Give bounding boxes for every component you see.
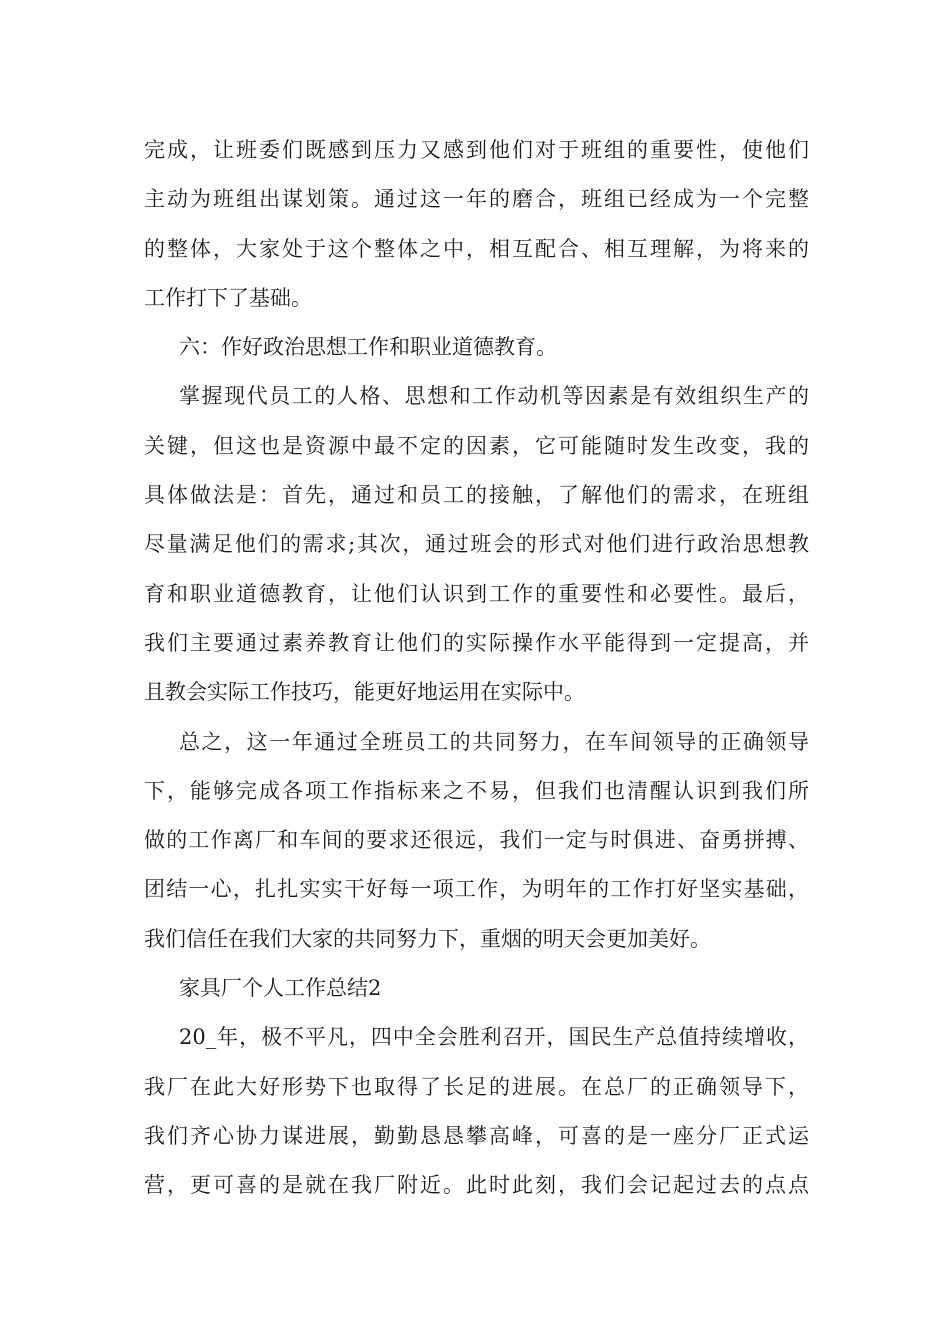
text-line: 掌握现代员工的人格、思想和工作动机等因素是有效组织生产的 <box>179 384 809 409</box>
text-line: 做的工作离厂和车间的要求还很远，我们一定与时俱进、奋勇拼搏、 <box>144 828 809 853</box>
text-line: 尽量满足他们的需求;其次，通过班会的形式对他们进行政治思想教 <box>144 532 809 557</box>
text-line: 具体做法是：首先，通过和员工的接触，了解他们的需求，在班组 <box>144 483 809 508</box>
document-body <box>144 126 809 1211</box>
text-line: 完成，让班委们既感到压力又感到他们对于班组的重要性，使他们 <box>144 138 809 162</box>
text-line: 下，能够完成各项工作指标来之不易，但我们也清醒认识到我们所 <box>144 778 809 803</box>
text-line: 20_年，极不平凡，四中全会胜利召开，国民生产总值持续增收， <box>179 1025 809 1050</box>
text-line: 的整体，大家处于这个整体之中，相互配合、相互理解，为将来的 <box>144 236 809 261</box>
section-heading: 六：作好政治思想工作和职业道德教育。 <box>179 335 557 360</box>
text-line: 团结一心，扎扎实实干好每一项工作，为明年的工作打好坚实基础， <box>144 877 809 902</box>
section-title: 家具厂个人工作总结2 <box>179 976 382 1001</box>
text-line: 我们主要通过素养教育让他们的实际操作水平能得到一定提高，并 <box>144 630 809 655</box>
text-line: 总之，这一年通过全班员工的共同努力，在车间领导的正确领导 <box>179 729 809 754</box>
text-line: 我们信任在我们大家的共同努力下，重烟的明天会更加美好。 <box>144 926 711 951</box>
text-line: 营，更可喜的是就在我厂附近。此时此刻，我们会记起过去的点点 <box>144 1173 809 1198</box>
text-line: 且教会实际工作技巧，能更好地运用在实际中。 <box>144 680 585 705</box>
text-line: 关键，但这也是资源中最不定的因素，它可能随时发生改变，我的 <box>144 433 809 458</box>
text-line: 工作打下了基础。 <box>144 285 312 310</box>
text-line: 主动为班组出谋划策。通过这一年的磨合，班组已经成为一个完整 <box>144 187 809 212</box>
text-line: 我们齐心协力谋进展，勤勤恳恳攀高峰，可喜的是一座分厂正式运 <box>144 1123 809 1148</box>
text-line: 我厂在此大好形势下也取得了长足的进展。在总厂的正确领导下， <box>144 1074 809 1099</box>
text-line: 育和职业道德教育，让他们认识到工作的重要性和必要性。最后， <box>144 581 809 606</box>
